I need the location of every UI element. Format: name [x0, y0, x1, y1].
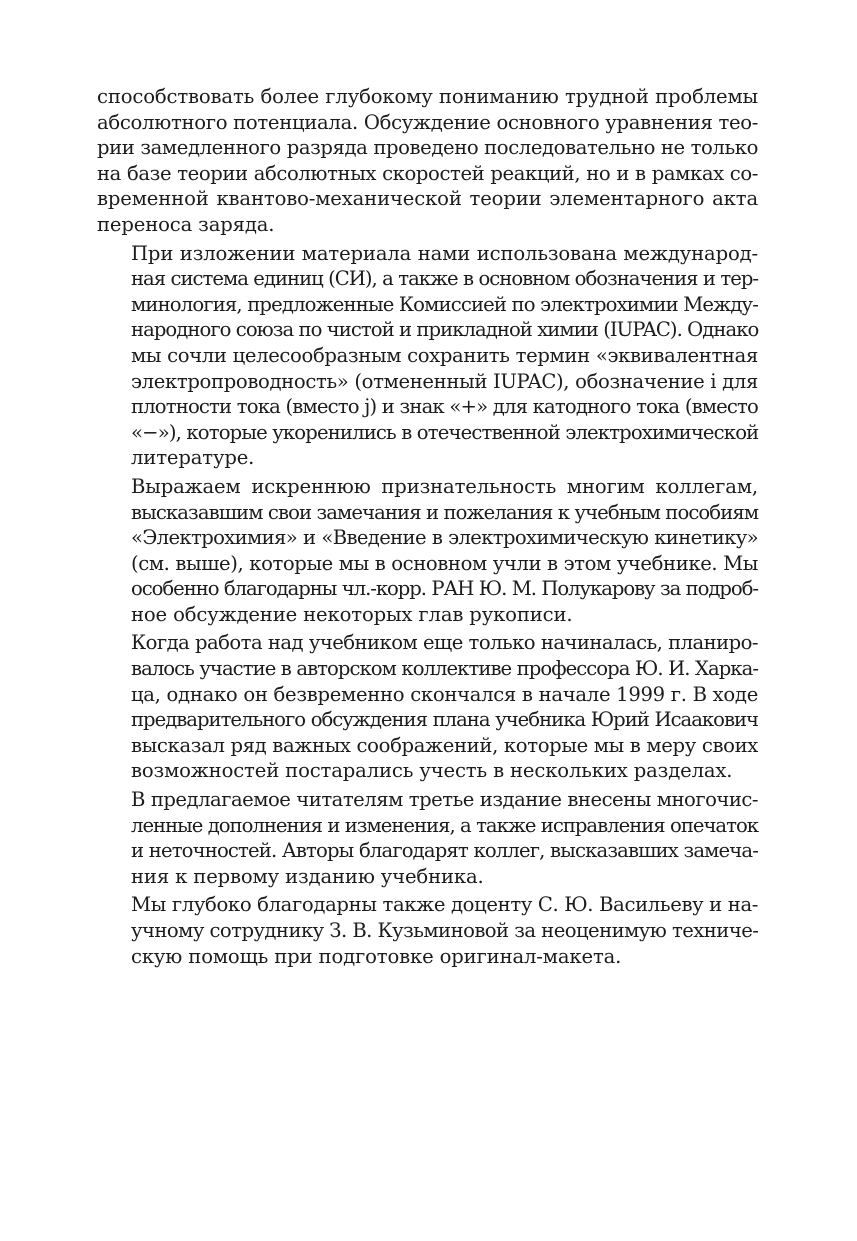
- text-line: «−»), которые укоренились в отечественной электрохимической: [131, 420, 759, 444]
- paragraph-intro-end: [97, 84, 758, 238]
- text-line: минология, предложенные Комиссией по электрохимии Между-: [131, 292, 758, 316]
- text-line: (см. выше), которые мы в основном учли в этом учебнике. Мы: [131, 551, 758, 575]
- text-line: способствовать более глубокому пониманию трудной проблемы: [97, 85, 758, 108]
- text-line: на базе теории абсолютных скоростей реакций, но и в рамках со-: [97, 161, 758, 185]
- text-line: мы сочли целесообразным сохранить термин «эквивалентная: [131, 343, 758, 367]
- paragraph-gratitude-colleagues: [97, 474, 758, 628]
- text-line: ца, однако он безвременно скончался в начале 1999 г. В ходе: [131, 682, 758, 706]
- text-line: ния к первому изданию учебника.: [131, 864, 484, 888]
- text-line: Выражаем искреннюю признательность многим коллегам,: [131, 474, 758, 498]
- text-line: валось участие в авторском коллективе профессора Ю. И. Харка-: [131, 657, 758, 681]
- text-line: учному сотруднику З. В. Кузьминовой за неоценимую техниче-: [131, 919, 759, 942]
- text-line: возможностей постарались учесть в нескольких разделах.: [131, 759, 733, 783]
- text-line: Когда работа над учебником еще только начиналась, планиро-: [131, 631, 758, 655]
- text-line: В предлагаемое читателям третье издание внесены многочис-: [131, 788, 758, 812]
- text-line: предварительного обсуждения плана учебника Юрий Исаакович: [131, 708, 758, 732]
- text-line: высказал ряд важных соображений, которые мы в меру своих: [131, 733, 758, 757]
- text-line: временной квантово-механической теории элементарного акта: [97, 187, 758, 211]
- text-line: ное обсуждение некоторых глав рукописи.: [131, 602, 573, 626]
- text-line: Мы глубоко благодарны также доценту С. Ю. Васильеву и на-: [131, 893, 759, 917]
- text-line: высказавшим свои замечания и пожелания к учебным пособиям: [131, 500, 759, 524]
- text-line: При изложении материала нами использована международ-: [131, 241, 758, 265]
- paragraph-technical-help: [97, 892, 758, 969]
- text-line: «Электрохимия» и «Введение в электрохимическую кинетику»: [131, 526, 758, 550]
- text-line: ная система единиц (СИ), а также в основном обозначения и тер-: [131, 267, 758, 291]
- text-line: абсолютного потенциала. Обсуждение основного уравнения тео-: [97, 110, 759, 134]
- paragraph-units-terminology: [97, 241, 758, 471]
- text-line: литературе.: [131, 446, 255, 470]
- text-line: переноса заряда.: [97, 212, 275, 236]
- text-line: рии замедленного разряда проведено последовательно не только: [97, 136, 758, 160]
- paragraph-third-edition: [97, 787, 758, 889]
- text-line: народного союза по чистой и прикладной химии (IUPAC). Однако: [131, 318, 759, 342]
- text-line: плотности тока (вместо j) и знак «+» для катодного тока (вместо: [131, 395, 758, 419]
- text-line: электропроводность» (отмененный IUPAC), обозначение i для: [131, 369, 758, 393]
- text-line: скую помощь при подготовке оригинал-макета.: [131, 944, 622, 968]
- text-line: особенно благодарны чл.-корр. РАН Ю. М. Полукарову за подроб-: [131, 577, 758, 601]
- text-line: и неточностей. Авторы благодарят коллег, высказавших замеча-: [131, 839, 758, 863]
- paragraph-memorial: [97, 630, 758, 784]
- document-page: [97, 84, 758, 969]
- text-line: ленные дополнения и изменения, а также исправления опечаток: [131, 813, 758, 837]
